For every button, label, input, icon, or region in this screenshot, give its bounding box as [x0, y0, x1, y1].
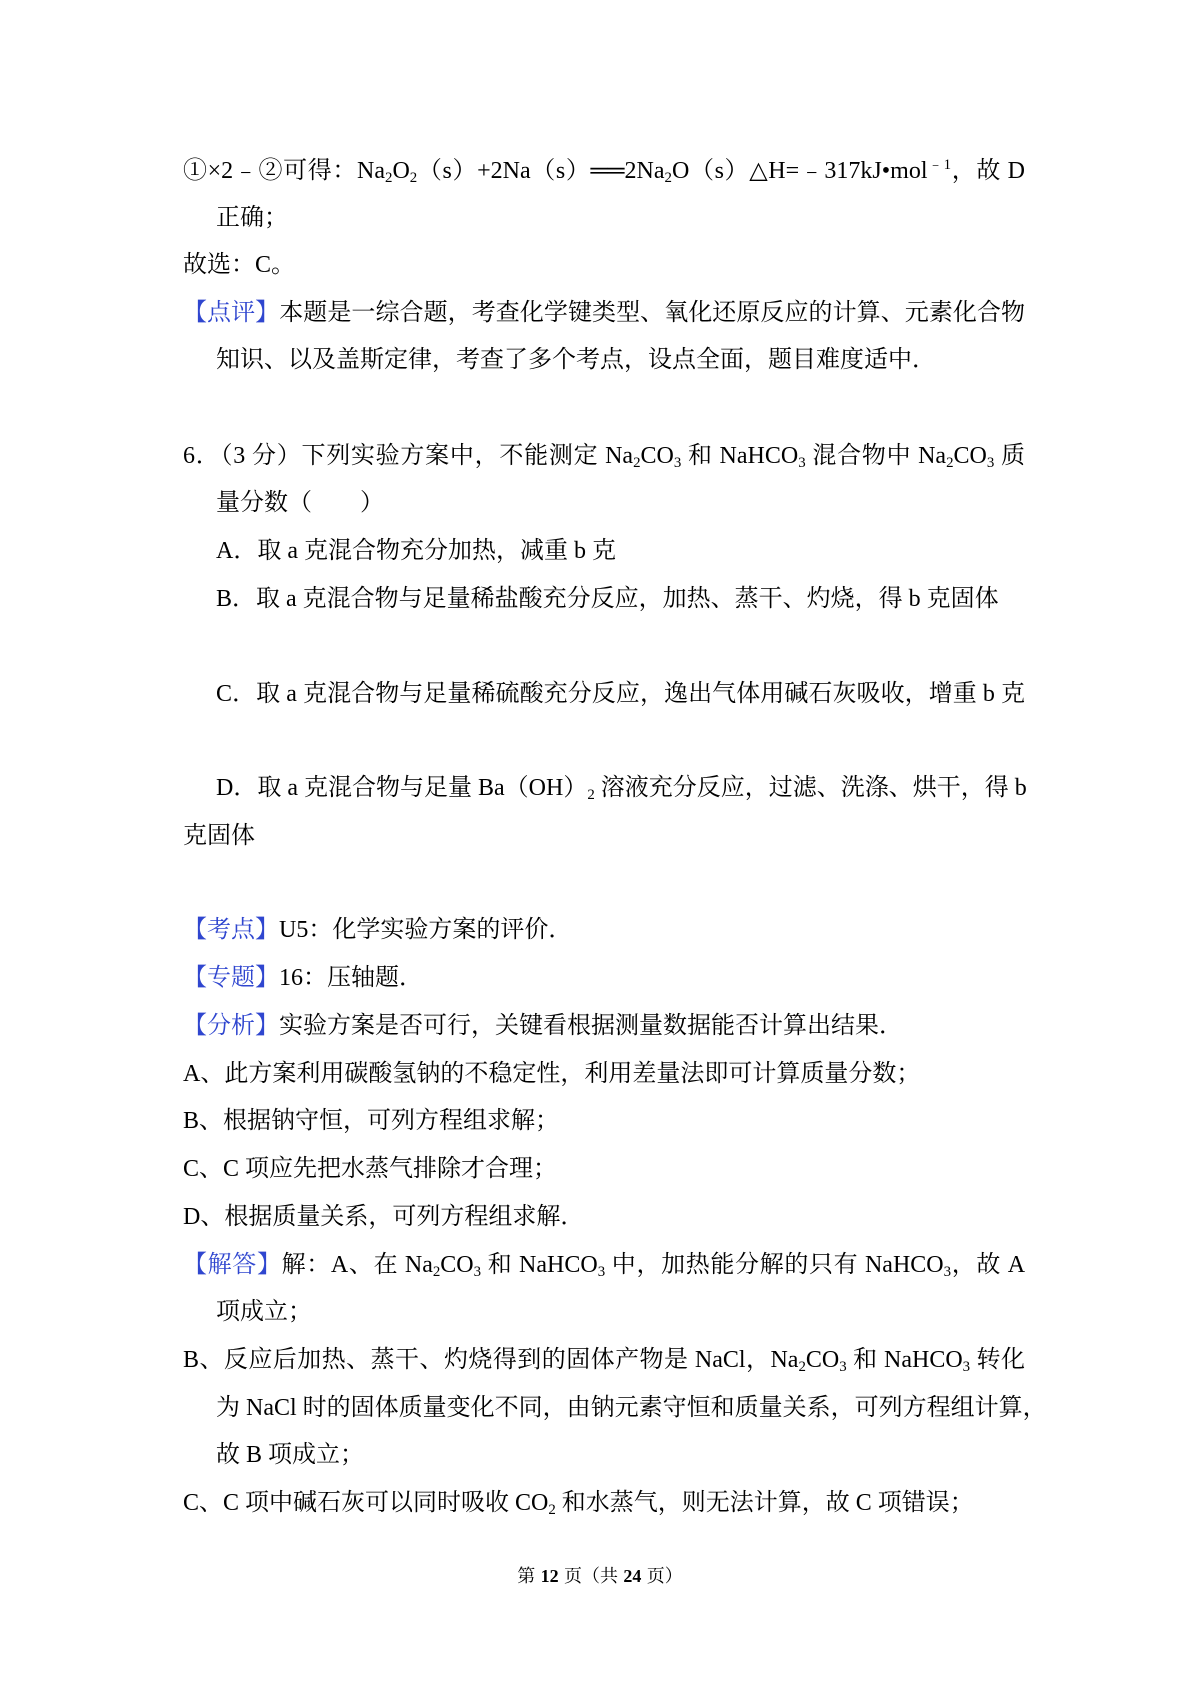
- option-letter: D．: [216, 775, 258, 801]
- topic-text: 16：压轴题．: [279, 965, 423, 991]
- solution-line: [183, 1249, 1025, 1281]
- subscript: 2: [946, 455, 954, 472]
- text-run: CO: [805, 1347, 840, 1373]
- analysis-item-text: D、根据质量关系，可列方程组求解．: [183, 1204, 585, 1230]
- option-text: 取 a 克混合物与足量稀盐酸充分反应，加热、蒸干、灼烧，得 b 克固体: [256, 586, 999, 612]
- subscript: 2: [385, 170, 393, 187]
- question-stem-text: 量分数（ ）: [216, 490, 384, 516]
- footer-middle: 页（共: [564, 1566, 618, 1586]
- question-stem-text: [301, 443, 1026, 472]
- analysis-item: [183, 1105, 559, 1137]
- footer-suffix: 页）: [646, 1566, 683, 1586]
- option-b: [216, 583, 999, 615]
- subscript: 2: [664, 170, 672, 187]
- subscript: 2: [548, 1502, 556, 1519]
- question-score: （3 分）: [220, 443, 302, 469]
- text-run: ，故 A: [951, 1252, 1026, 1278]
- subscript: 2: [432, 1264, 441, 1281]
- comment-text: 知识、以及盖斯定律，考查了多个考点，设点全面，题目难度适中．: [216, 347, 936, 373]
- analysis-item: [183, 1058, 920, 1090]
- page-footer: [0, 1564, 1200, 1588]
- text-run: CO: [953, 443, 987, 469]
- text-run: 和 NaHCO: [681, 443, 799, 469]
- subscript: 3: [986, 455, 995, 472]
- solution-line: [216, 1392, 1047, 1424]
- answer-text: 故选：C。: [183, 252, 296, 278]
- solution-line: [216, 1296, 312, 1328]
- text-run: 和 NaHCO: [481, 1252, 598, 1278]
- derivation-line: [216, 202, 288, 234]
- text-run: 转化: [970, 1347, 1026, 1373]
- comment-text: 本题是一综合题，考查化学键类型、氧化还原反应的计算、元素化合物: [279, 300, 1026, 326]
- solution-text: [183, 1490, 974, 1519]
- option-d-continuation: [183, 820, 255, 852]
- subscript: 2: [587, 787, 595, 804]
- subscript: 2: [633, 455, 641, 472]
- comment-line: [216, 344, 936, 376]
- test-point-label: 【考点】: [183, 917, 279, 943]
- text-run: 和水蒸气，则无法计算，故 C 项错误；: [555, 1490, 974, 1516]
- topic-line: [183, 962, 423, 994]
- analysis-item: [183, 1201, 584, 1233]
- question-stem-line: [216, 487, 384, 519]
- text-run: B、反应后加热、蒸干、灼烧得到的固体产物是 NaCl，Na: [183, 1347, 799, 1373]
- solution-text: 项成立；: [216, 1299, 312, 1325]
- answer-line: [183, 249, 295, 281]
- solution-label: 【解答】: [183, 1252, 282, 1278]
- subscript: 3: [962, 1359, 971, 1376]
- subscript: 3: [798, 455, 806, 472]
- text-run: 和 NaHCO: [846, 1347, 963, 1373]
- topic-label: 【专题】: [183, 965, 279, 991]
- option-letter: C．: [216, 681, 257, 707]
- footer-prefix: 第: [517, 1566, 536, 1586]
- text-run: 取 a 克混合物与足量 Ba（OH）: [257, 775, 588, 801]
- comment-line: [183, 297, 1025, 329]
- option-d: [216, 772, 1025, 804]
- test-point-text: U5：化学实验方案的评价．: [279, 917, 573, 943]
- solution-line: [183, 1487, 974, 1519]
- derivation-line: [183, 155, 1025, 187]
- solution-text: 故 B 项成立；: [216, 1442, 365, 1468]
- subscript: 2: [409, 170, 418, 187]
- text-run: C、C 项中碱石灰可以同时吸收 CO: [183, 1490, 549, 1516]
- text-run: O: [392, 158, 410, 184]
- current-page-number: 12: [540, 1566, 559, 1586]
- option-text: [257, 775, 1027, 804]
- text-run: ，故 D: [951, 158, 1025, 184]
- option-letter: A．: [216, 538, 258, 564]
- analysis-item: [183, 1153, 557, 1185]
- option-c: [216, 678, 1025, 710]
- option-letter: B．: [216, 586, 257, 612]
- option-text: 取 a 克混合物充分加热，减重 b 克: [257, 538, 616, 564]
- text-run: （s）+2Na（s）══2Na: [417, 158, 665, 184]
- analysis-item-text: B、根据钠守恒，可列方程组求解；: [183, 1108, 560, 1134]
- text-run: 混合物中 Na: [805, 443, 947, 469]
- subscript: 3: [473, 1264, 482, 1281]
- subscript: 3: [943, 1264, 952, 1281]
- comment-label: 【点评】: [183, 300, 280, 326]
- test-point-line: [183, 914, 572, 946]
- text-run: 溶液充分反应，过滤、洗涤、烘干，得 b: [594, 775, 1027, 801]
- solution-line: [183, 1344, 1025, 1376]
- analysis-label: 【分析】: [183, 1013, 279, 1039]
- subscript: 3: [597, 1264, 606, 1281]
- analysis-line: [183, 1010, 903, 1042]
- text-run: 中，加热能分解的只有 NaHCO: [605, 1252, 944, 1278]
- total-pages: 24: [623, 1566, 642, 1586]
- text-run: 质: [994, 443, 1026, 469]
- option-a: [216, 535, 616, 567]
- analysis-text: 实验方案是否可行，关键看根据测量数据能否计算出结果．: [279, 1013, 903, 1039]
- solution-text: [183, 1347, 1026, 1376]
- text-run: CO: [440, 1252, 474, 1278]
- text-run: O（s）△H=﹣317kJ•mol: [671, 158, 928, 184]
- text-run: CO: [640, 443, 674, 469]
- derivation-text: 正确；: [216, 205, 288, 231]
- subscript: 3: [673, 455, 682, 472]
- text-run: ①×2﹣②可得：Na: [183, 158, 385, 184]
- solution-text: 为 NaCl 时的固体质量变化不同，由钠元素守恒和质量关系，可列方程组计算，: [216, 1395, 1047, 1421]
- superscript: ﹣1: [927, 156, 952, 173]
- solution-line: [216, 1439, 364, 1471]
- option-text: 克固体: [183, 823, 255, 849]
- question-number: 6．: [183, 443, 221, 469]
- text-run: 下列实验方案中，不能测定 Na: [301, 443, 634, 469]
- option-text: 取 a 克混合物与足量稀硫酸充分反应，逸出气体用碱石灰吸收，增重 b 克: [256, 681, 1026, 707]
- analysis-item-text: C、C 项应先把水蒸气排除才合理；: [183, 1156, 558, 1182]
- derivation-text: [183, 156, 1025, 187]
- solution-text: [281, 1252, 1026, 1281]
- subscript: 2: [798, 1359, 806, 1376]
- text-run: 解：A、在 Na: [281, 1252, 433, 1278]
- question-stem-line: [183, 440, 1025, 472]
- subscript: 3: [839, 1359, 847, 1376]
- analysis-item-text: A、此方案利用碳酸氢钠的不稳定性，利用差量法即可计算质量分数；: [183, 1061, 921, 1087]
